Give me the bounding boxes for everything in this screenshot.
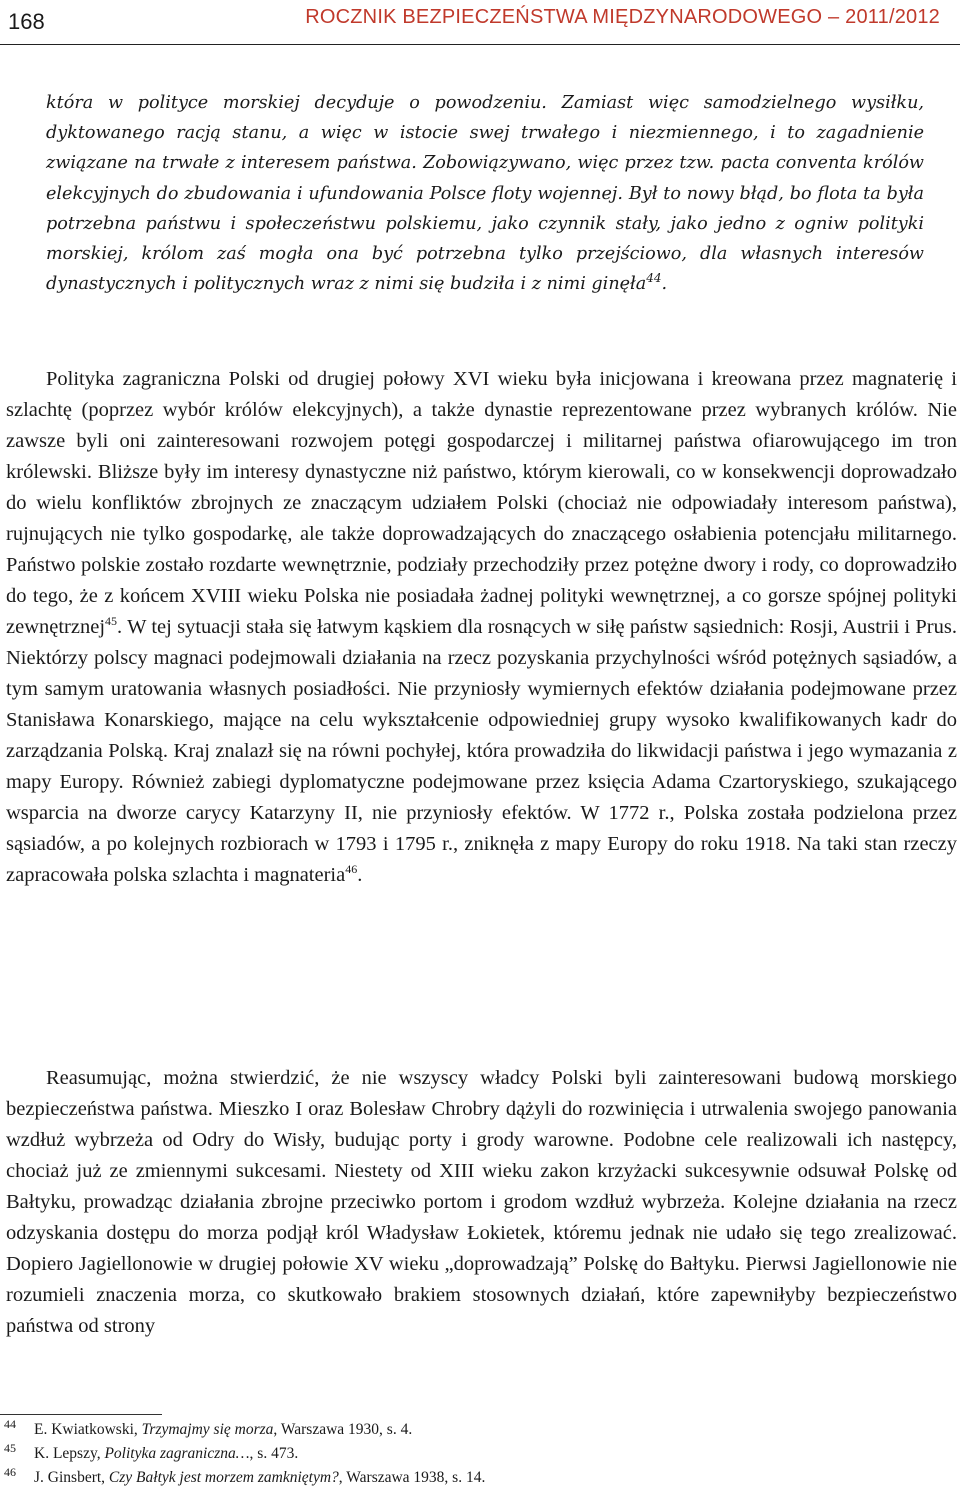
footnote-number: 45	[4, 1441, 16, 1455]
footnotes	[4, 1418, 944, 1490]
footnote-ref-46[interactable]: 46	[345, 862, 358, 877]
footnote-ref-44[interactable]: 44	[646, 271, 662, 286]
footnote-text: E. Kwiatkowski, Trzymajmy się morza, Warszawa 1930, s. 4.	[34, 1421, 413, 1438]
quote-end: .	[661, 274, 668, 295]
footnote-text: J. Ginsbert, Czy Bałtyk jest morzem zamkniętym?, Warszawa 1938, s. 14.	[34, 1469, 486, 1486]
footnote-number: 46	[4, 1465, 16, 1479]
page-header	[8, 0, 952, 44]
paragraph-1	[6, 364, 957, 891]
paragraph-1-part-1: Polityka zagraniczna Polski od drugiej połowy XVI wieku była inicjowana i kreowana przez magnaterię i szlachtę (poprzez wybór królów elekcyjnych), a także dynastie reprezentowane przez wybranych królów. Nie zawsze byli oni zainteresowani rozwojem potęgi gospodarczej i militarnej państwa ofiarowującego im tron królewski. Bliższe były im interesy dynastyczne niż państwo, którym kierowali, co w konsekwencji doprowadzało do wielu konfliktów zbrojnych ze znaczącym udziałem Polski (chociaż nie odpowiadały interesom państwa), rujnujących nie tylko gospodarkę, ale także doprowadzających do znaczącego osłabienia potencjału militarnego. Państwo polskie zostało rozdarte wewnętrznie, podziały przechodziły przez potężne dwory i rody, co doprowadziło do tego, że z końcem XVIII wieku Polska nie posiadała żadnej polityki wewnętrznej, a co gorsze spójnej polityki zewnętrznej	[6, 368, 957, 638]
footnote-44	[4, 1418, 944, 1442]
quote-text: która w polityce morskiej decyduje o powodzeniu. Zamiast więc samodzielnego wysiłku, dyktowanego racją stanu, a więc w istocie swej trwałego i niezmiennego, i to zagadnienie związane na trwałe z interesem państwa. Zobowiązywano, więc przez tzw. pacta conventa królów elekcyjnych do zbudowania i ufundowania Polsce floty wojennej. Był to nowy błąd, bo flota ta była potrzebna państwu i społeczeństwu polskiemu, jako czynnik stały, jako jedno z ogniw polityki morskiej, królom zaś mogła ona być potrzebna tylko przejściowo, dla własnych interesów dynastycznych i politycznych wraz z nimi się budziła i z nimi ginęła	[46, 93, 924, 295]
footnote-text: K. Lepszy, Polityka zagraniczna…, s. 473.	[34, 1445, 299, 1462]
footnote-46	[4, 1466, 944, 1490]
header-rule	[0, 44, 960, 45]
paragraph-1-part-2: . W tej sytuacji stała się łatwym kąskiem dla rosnących w siłę państw sąsiednich: Rosji, Austrii i Prus. Niektórzy polscy magnaci podejmowali działania na rzecz pozyskania przychylności wśród potężnych sąsiadów, a tym samym uratowania własnych posiadłości. Nie przyniosły wymiernych efektów działania podejmowane przez Stanisława Konarskiego, mające na celu wykształcenie odpowiedniej grupy wysoko kwalifikowanych kadr do zarządzania Polską. Kraj znalazł się na równi pochyłej, która prowadziła do likwidacji państwa i jego wymazania z mapy Europy. Również zabiegi dyplomatyczne podejmowane przez księcia Adama Czartoryskiego, szukającego wsparcia na dworze carycy Katarzyny II, nie przyniosły efektów. W 1772 r., Polska została podzielona przez sąsiadów, a po kolejnych rozbiorach w 1793 i 1795 r., zniknęła z mapy Europy do roku 1918. Na taki stan rzeczy zapracowała polska szlachta i magnateria	[6, 616, 957, 886]
footnote-45	[4, 1442, 944, 1466]
paragraph-2	[6, 1063, 957, 1342]
running-title: ROCZNIK BEZPIECZEŃSTWA MIĘDZYNARODOWEGO – 2011/2012	[305, 6, 940, 28]
paragraph-1-end: .	[357, 864, 363, 886]
footnote-number: 44	[4, 1417, 16, 1431]
footnote-ref-45[interactable]: 45	[105, 614, 118, 629]
block-quote	[46, 88, 924, 299]
paragraph-2-text: Reasumując, można stwierdzić, że nie wszyscy władcy Polski byli zainteresowani budową morskiego bezpieczeństwa państwa. Mieszko I oraz Bolesław Chrobry dążyli do rozwinięcia i utrwalenia swojego panowania wzdłuż wybrzeża od Odry do Wisły, budując porty i grody warowne. Podobne cele realizowali ich następcy, chociaż już ze zmiennymi sukcesami. Niestety od XIII wieku zakon krzyżacki sukcesywnie odsuwał Polskę od Bałtyku, prowadząc działania zbrojne przeciwko portom i grodom wzdłuż wybrzeża. Kolejne działania na rzecz odzyskania dostępu do morza podjął król Władysław Łokietek, któremu jednak nie udało się tego zrealizować. Dopiero Jagiellonowie w drugiej połowie XV wieku „doprowadzają” Polskę do Bałtyku. Pierwsi Jagiellonowie nie rozumieli znaczenia morza, co skutkowało brakiem stosownych działań, które zapewniłyby bezpieczeństwo państwa od strony	[6, 1067, 957, 1337]
page-number: 168	[8, 9, 45, 34]
